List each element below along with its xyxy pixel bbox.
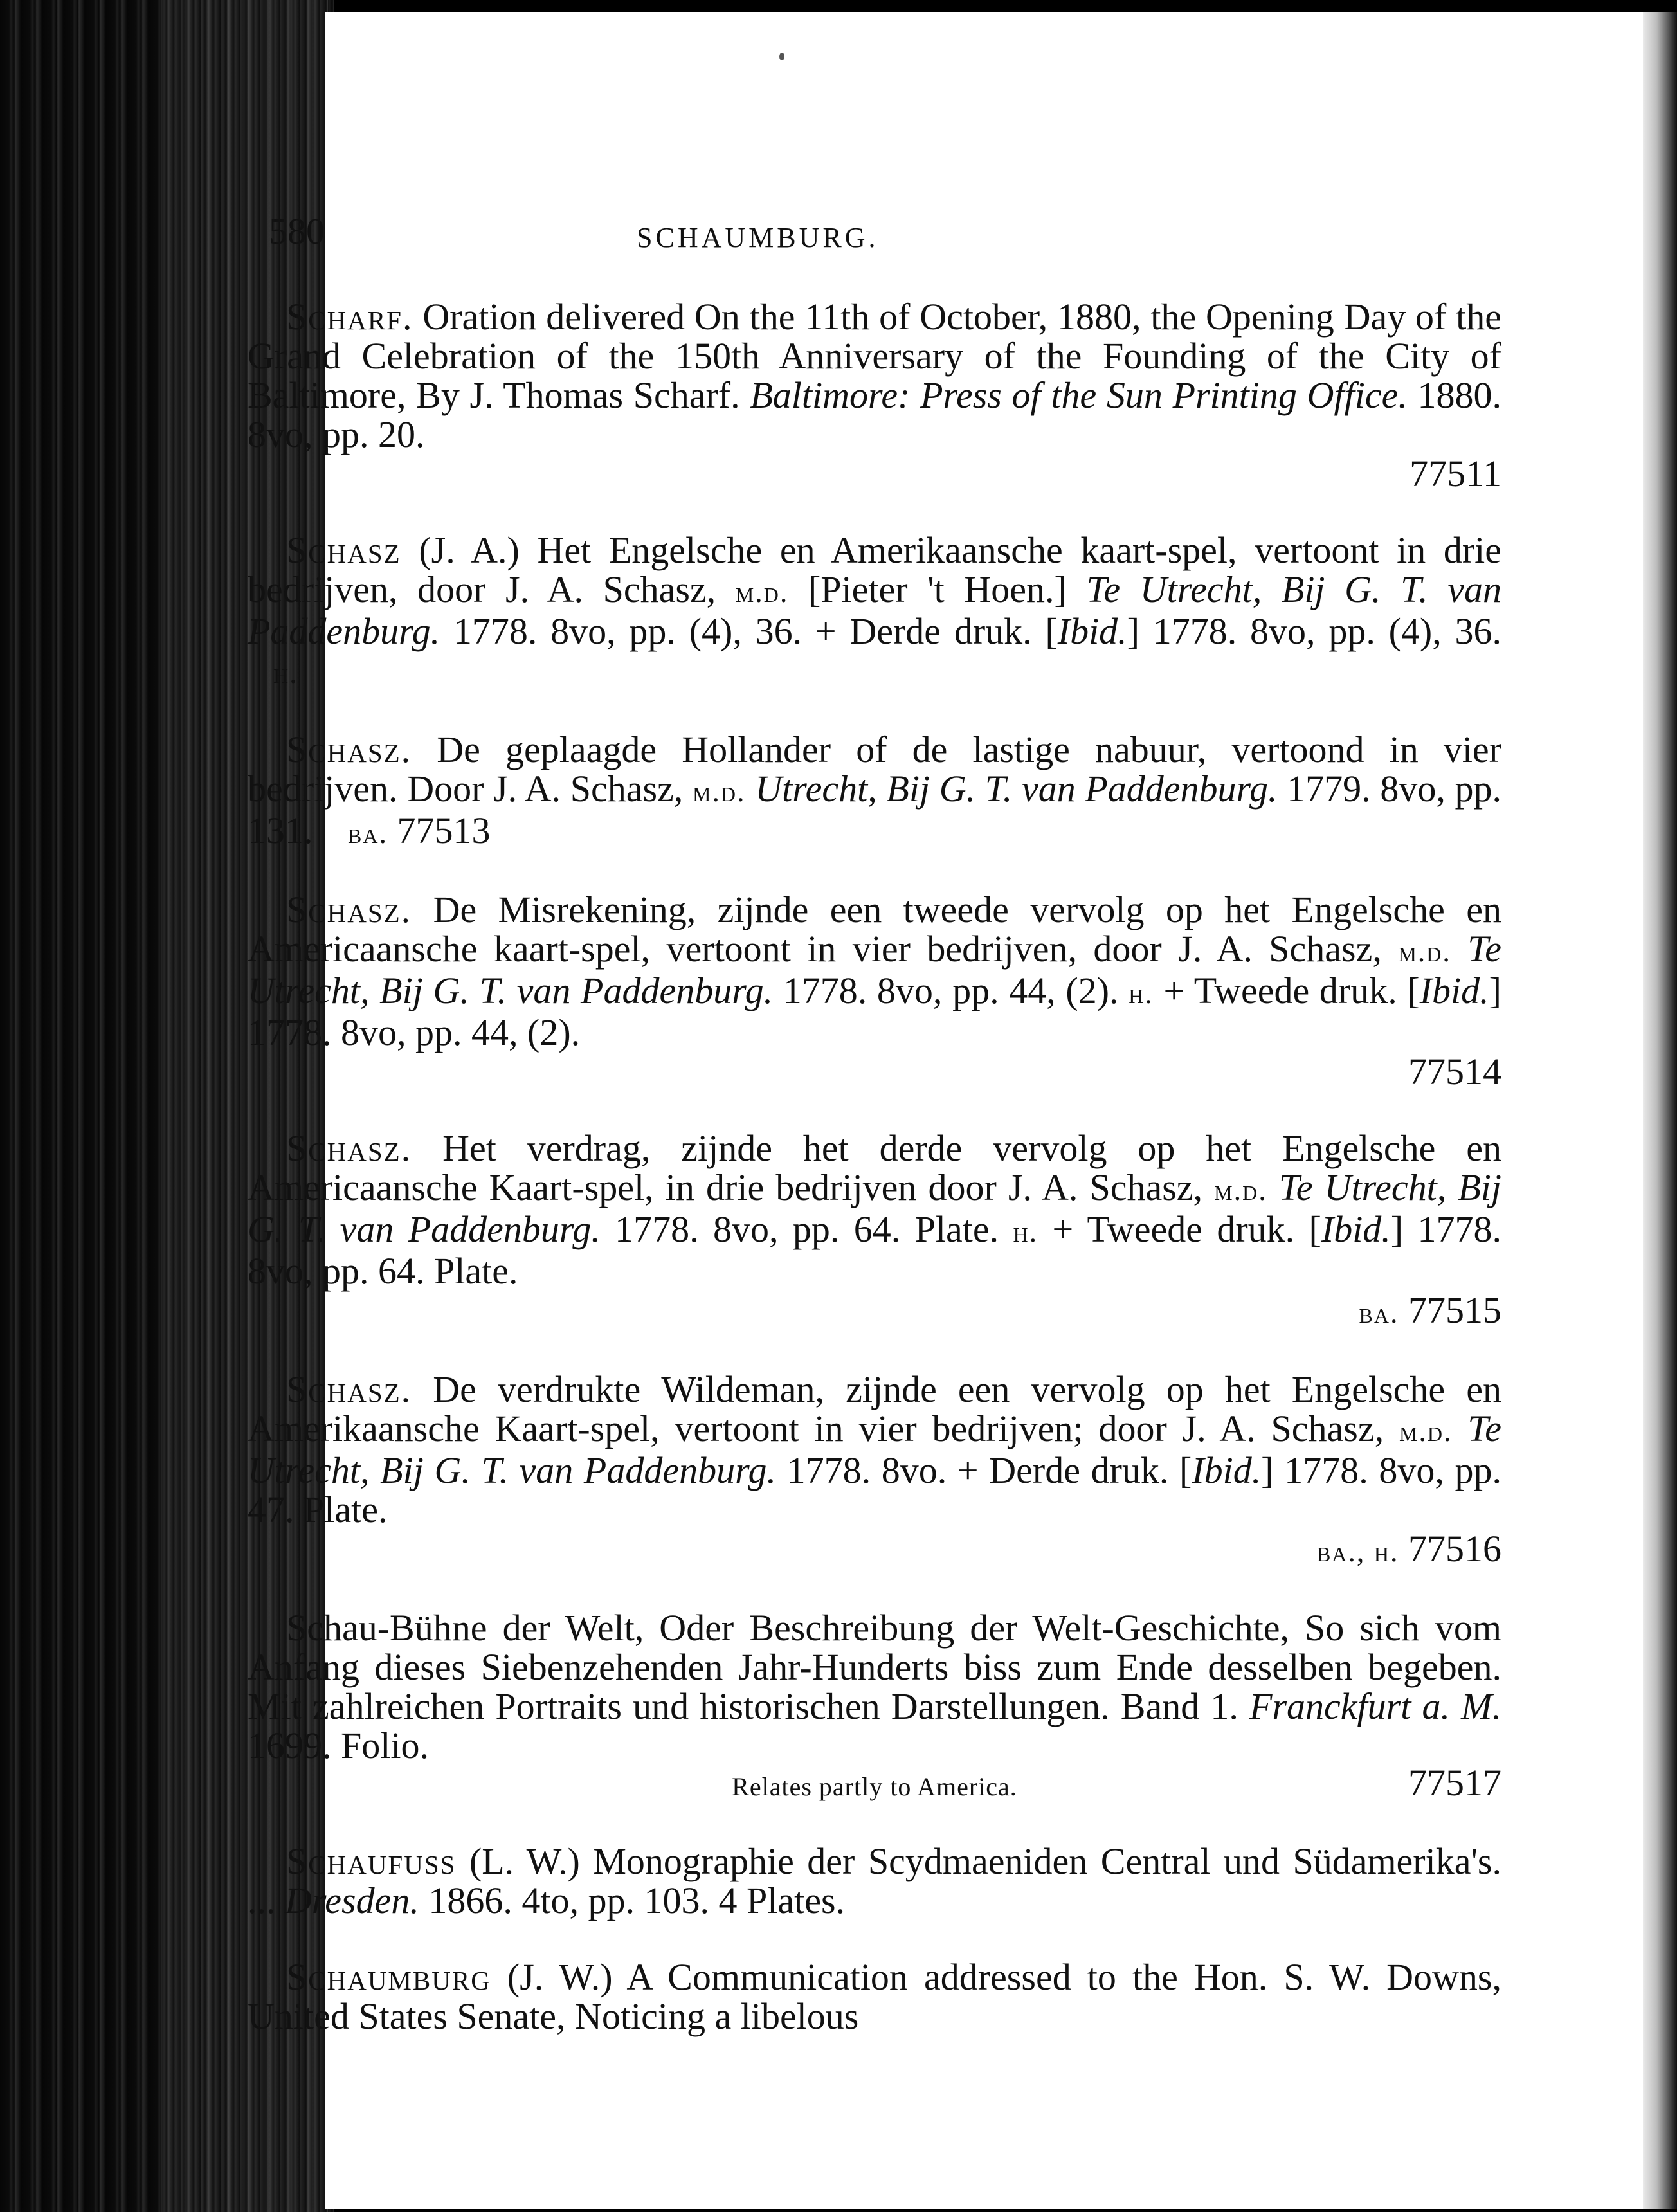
entry-author: Schasz. — [286, 1368, 412, 1410]
entry-author: Schaufuss — [286, 1840, 457, 1882]
entry-77516 — [248, 1370, 1501, 1571]
entry-number: 77517 — [1408, 1762, 1501, 1804]
entry-ibid: Ibid. — [1321, 1208, 1391, 1250]
entry-number: 77516 — [1408, 1528, 1501, 1570]
entry-collation: 1778. 8vo, pp. 44, (2). — [783, 970, 1119, 1011]
entry-title: De verdrukte Wildeman, zijnde een vervolg op het Engelsche en Amerikaansche Kaart-spel, vertoont in vier bedrijven; door J. A. Schasz, — [248, 1368, 1501, 1449]
page-edge — [1643, 12, 1677, 2209]
entry-77513 — [248, 730, 1501, 853]
entry-imprint: Te Utrecht, Bij G. T. van Paddenburg. — [248, 928, 1502, 1011]
entry-edition: + Tweede druk. [ — [1052, 1208, 1321, 1250]
entry-number: 77513 — [397, 810, 491, 851]
entry-location: h. — [1129, 977, 1154, 1010]
entry-edition-2: ] 1778. 8vo, pp. 64. Plate. — [248, 1208, 1501, 1292]
entry-schaumburg — [248, 1957, 1501, 2036]
entry-title: Schau-Bühne der Welt, Oder Beschreibung der Welt-Geschichte, So sich vom Anfang dieses Siebenzehenden Jahr-Hunderts biss zum Ende desselben begeben. Mit zahlreichen Portraits und historischen Darstellungen. Band 1. — [248, 1607, 1501, 1727]
entry-location-2: ba. — [1359, 1296, 1399, 1329]
entry-number: 77515 — [1408, 1289, 1501, 1331]
entry-degree: m.d. — [735, 576, 789, 608]
entry-ibid: Ibid. — [1419, 970, 1489, 1011]
entry-collation: 1779. 8vo, pp. 131. — [248, 768, 1502, 851]
entry-schaufuss — [248, 1842, 1501, 1920]
entry-title: Het verdrag, zijnde het derde vervolg op het Engelsche en Americaansche Kaart-spel, in drie bedrijven door J. A. Schasz, — [248, 1127, 1501, 1208]
entry-imprint: Te Utrecht, Bij G. T. van Paddenburg. — [248, 1408, 1502, 1491]
entry-edition: + Tweede druk. [ — [1163, 970, 1420, 1011]
entry-imprint: Te Utrecht, Bij G. T. van Paddenburg. — [248, 1166, 1501, 1250]
entry-77517 — [248, 1608, 1501, 1804]
entry-location: ba., h. — [1316, 1535, 1399, 1568]
entry-attribution: [Pieter 't Hoen.] — [808, 568, 1067, 610]
entry-imprint: Te Utrecht, Bij G. T. van Paddenburg. — [248, 568, 1502, 652]
entry-number: 77514 — [1408, 1051, 1501, 1092]
entry-77511 — [248, 297, 1501, 493]
ink-speck — [779, 53, 784, 60]
entry-location: h. — [273, 657, 298, 689]
entry-collation: 1880. 8vo, pp. 20. — [248, 374, 1501, 455]
entry-collation: 1699. Folio. — [248, 1725, 429, 1766]
entry-author: Schasz. — [286, 1127, 412, 1169]
entry-schasz-kaart-spel — [248, 530, 1501, 693]
entry-77515 — [248, 1129, 1501, 1332]
entry-collation: 1778. 8vo, pp. (4), 36. + Derde druk. [ — [453, 610, 1058, 652]
entry-imprint: Franckfurt a. M. — [1249, 1685, 1501, 1727]
page-number: 580 — [269, 210, 325, 252]
entry-ibid: Ibid. — [1057, 610, 1127, 652]
entry-location-1: h. — [1013, 1215, 1038, 1248]
entry-imprint: Baltimore: Press of the Sun Printing Office. — [750, 374, 1408, 416]
entry-degree: m.d. — [1214, 1174, 1267, 1206]
entry-ibid: Ibid. — [1192, 1449, 1262, 1491]
entry-degree: m.d. — [1399, 1415, 1453, 1447]
bibliography-entries — [248, 297, 1501, 2073]
entry-collation-2: ] 1778. 8vo, pp. (4), 36. — [1127, 610, 1502, 652]
entry-author: Schasz — [286, 529, 401, 571]
entry-imprint: Utrecht, Bij G. T. van Paddenburg. — [755, 768, 1278, 810]
entry-location: ba. — [348, 817, 388, 849]
entry-title: De Misrekening, zijnde een tweede vervolg op het Engelsche en Americaansche kaart-spel, vertoont in vier bedrijven, door J. A. Schasz, — [248, 889, 1501, 970]
entry-author: Schaumburg — [286, 1956, 491, 1998]
entry-title: (J. W.) A Communication addressed to the Hon. S. W. Downs, United States Senate, Noticing a libelous — [248, 1956, 1502, 2037]
entry-number: 77511 — [1410, 453, 1501, 494]
entry-title: De geplaagde Hollander of de lastige nabuur, vertoond in vier bedrijven. Door J. A. Schasz, — [248, 729, 1501, 810]
entry-note: Relates partly to America. — [732, 1772, 1017, 1801]
entry-imprint: Dresden. — [285, 1880, 419, 1921]
entry-collation-2: ] 1778. 8vo, pp. 47. Plate. — [248, 1449, 1501, 1530]
entry-collation: 1778. 8vo. + Derde druk. [ — [786, 1449, 1192, 1491]
entry-title: (J. A.) Het Engelsche en Amerikaansche kaart-spel, vertoont in drie bedrijven, door J. A. Schasz, — [248, 529, 1501, 610]
entry-degree: m.d. — [1398, 935, 1451, 968]
entry-degree: m.d. — [692, 775, 746, 808]
entry-77514 — [248, 890, 1501, 1091]
page-header — [269, 210, 1503, 267]
entry-collation: 1778. 8vo, pp. 64. Plate. — [615, 1208, 999, 1250]
entry-author: Schasz. — [286, 889, 412, 930]
running-head: SCHAUMBURG. — [637, 222, 879, 253]
entry-collation: 1866. 4to, pp. 103. 4 Plates. — [428, 1880, 846, 1921]
entry-author: Schasz. — [286, 729, 412, 770]
entry-edition-2: ] 1778. 8vo, pp. 44, (2). — [248, 970, 1501, 1053]
entry-author: Scharf. — [286, 296, 413, 338]
entry-title: (L. W.) Monographie der Scydmaeniden Central und Südamerika's. ... — [248, 1840, 1501, 1921]
entry-title: Oration delivered On the 11th of October, 1880, the Opening Day of the Grand Celebration of the 150th Anniversary of the Founding of the City of Baltimore, By J. Thomas Scharf. — [248, 296, 1502, 416]
